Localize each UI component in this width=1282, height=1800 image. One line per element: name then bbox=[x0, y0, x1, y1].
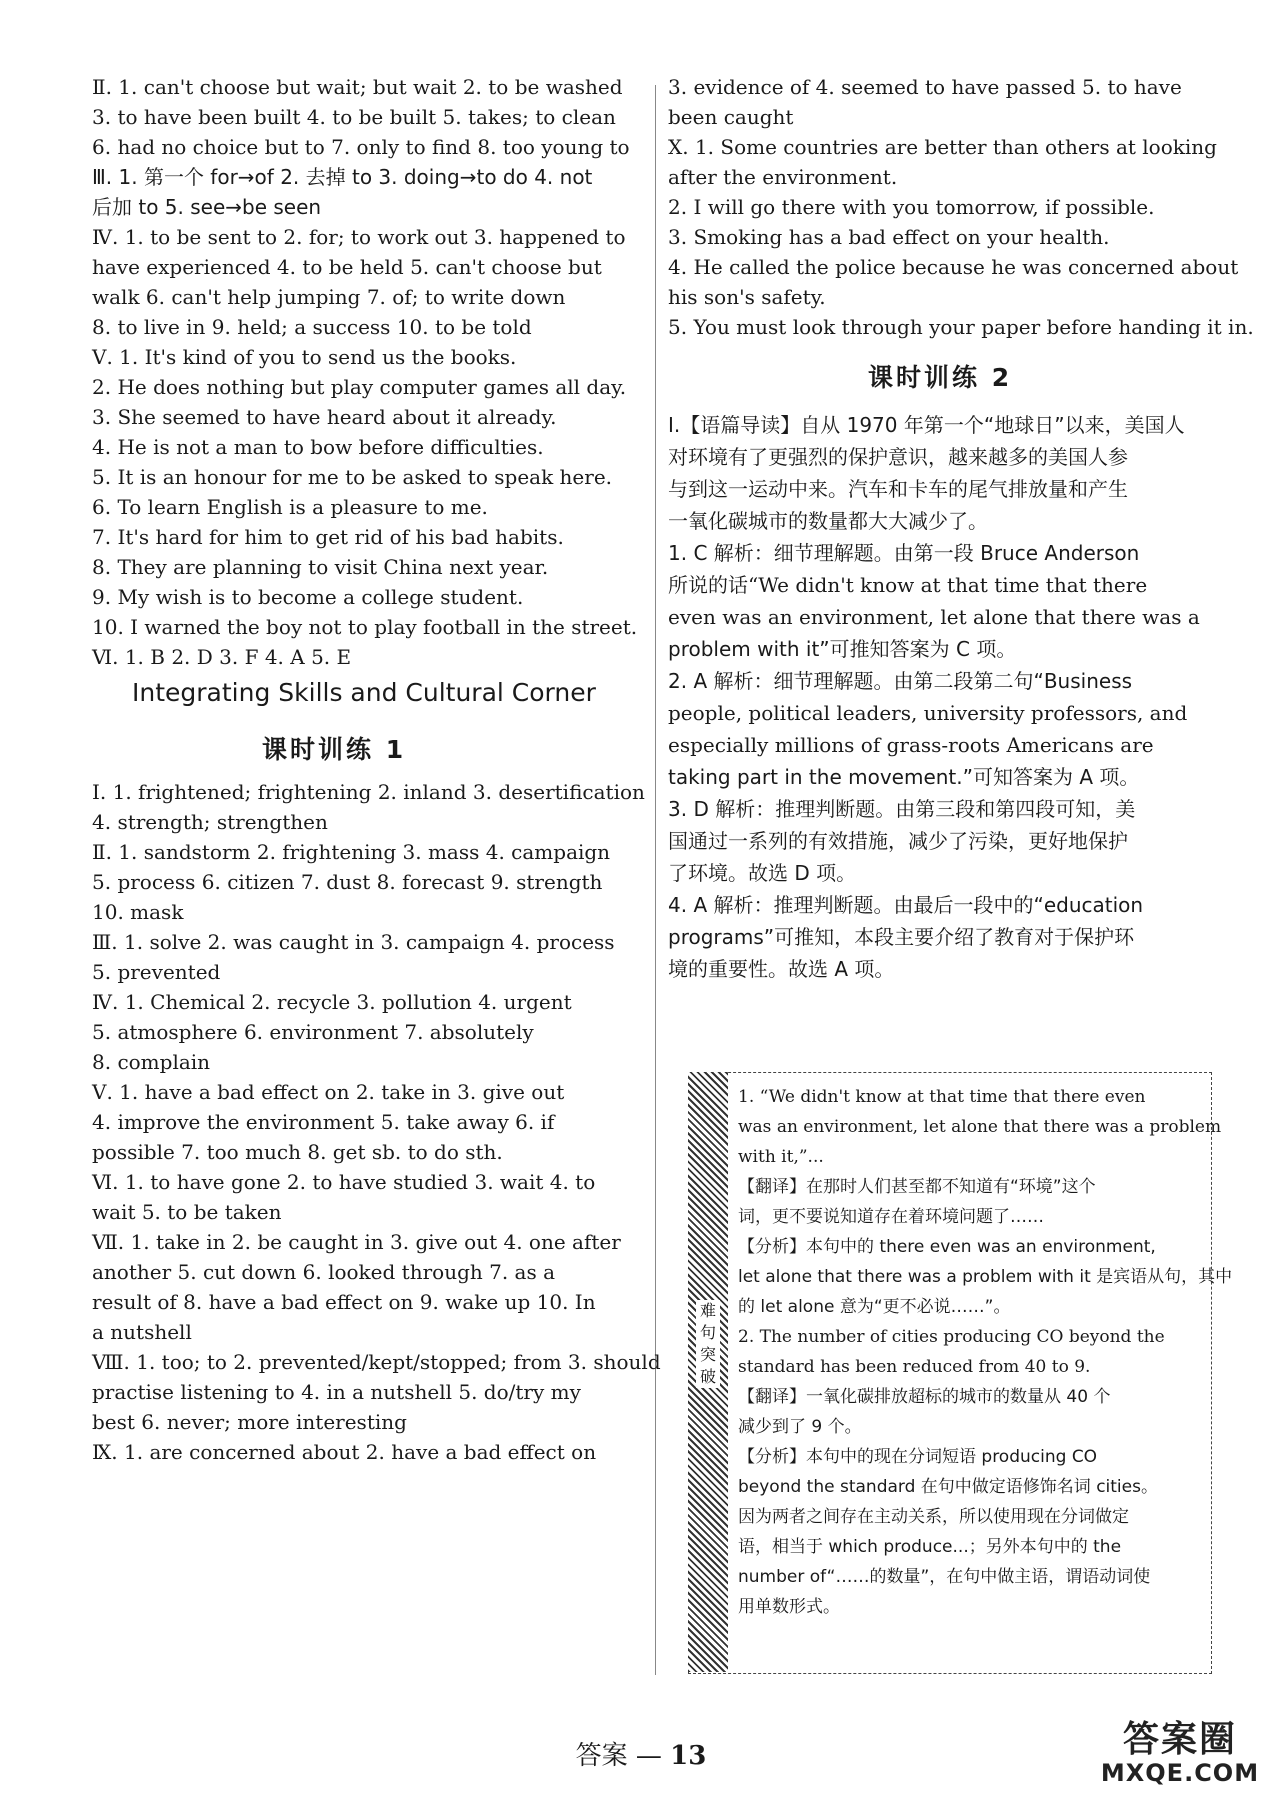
watermark-line2: MXQE.COM bbox=[1100, 1759, 1260, 1787]
answer-line: 3. evidence of 4. seemed to have passed 5. to have bbox=[668, 75, 1182, 99]
column-divider bbox=[655, 85, 656, 1675]
answer-line: 10. I warned the boy not to play football in the street. bbox=[92, 615, 638, 639]
answer-line: been caught bbox=[668, 105, 794, 129]
answer-line: practise listening to 4. in a nutshell 5. do/try my bbox=[92, 1380, 581, 1404]
answer-line: Ⅶ. 1. take in 2. be caught in 3. give out 4. one after bbox=[92, 1230, 621, 1254]
answer-line: even was an environment, let alone that there was a bbox=[668, 605, 1200, 629]
answer-line: Ⅲ. 1. 第一个 for→of 2. 去掉 to 3. doing→to do 4. not bbox=[92, 165, 593, 189]
answer-line: 2. He does nothing but play computer games all day. bbox=[92, 375, 627, 399]
answer-line: Ⅱ. 1. can't choose but wait; but wait 2. to be washed bbox=[92, 75, 623, 99]
answer-line: 一氧化碳城市的数量都大大减少了。 bbox=[668, 509, 988, 533]
answer-line: Ⅰ.【语篇导读】自从 1970 年第一个“地球日”以来，美国人 bbox=[668, 413, 1185, 437]
box-line: standard has been reduced from 40 to 9. bbox=[738, 1357, 1091, 1377]
box-line: was an environment, let alone that there was a problem bbox=[738, 1117, 1222, 1137]
footer-label: 答案 bbox=[575, 1741, 628, 1771]
answer-line: 国通过一系列的有效措施，减少了污染，更好地保护 bbox=[668, 829, 1128, 853]
answer-line: 3. to have been built 4. to be built 5. takes; to clean bbox=[92, 105, 616, 129]
answer-line: 了环境。故选 D 项。 bbox=[668, 861, 857, 885]
answer-line: possible 7. too much 8. get sb. to do sth. bbox=[92, 1140, 503, 1164]
answer-line: 8. complain bbox=[92, 1050, 211, 1074]
box-line: let alone that there was a problem with it 是宾语从句，其中 bbox=[738, 1267, 1233, 1287]
answer-line: 3. Smoking has a bad effect on your health. bbox=[668, 225, 1110, 249]
answer-line: his son's safety. bbox=[668, 285, 826, 309]
answer-line: people, political leaders, university professors, and bbox=[668, 701, 1188, 725]
watermark-logo bbox=[1090, 1720, 1270, 1790]
answer-line: 境的重要性。故选 A 项。 bbox=[668, 957, 895, 981]
answer-line: 10. mask bbox=[92, 900, 184, 924]
answer-line: 4. strength; strengthen bbox=[92, 810, 328, 834]
box-line: 用单数形式。 bbox=[738, 1597, 840, 1617]
answer-line: 6. To learn English is a pleasure to me. bbox=[92, 495, 488, 519]
answer-line: Ⅳ. 1. Chemical 2. recycle 3. pollution 4. urgent bbox=[92, 990, 572, 1014]
answer-line: programs”可推知，本段主要介绍了教育对于保护环 bbox=[668, 925, 1135, 949]
answer-line: result of 8. have a bad effect on 9. wake up 10. In bbox=[92, 1290, 596, 1314]
box-line: 1. “We didn't know at that time that there even bbox=[738, 1087, 1146, 1107]
answer-line: Ⅹ. 1. Some countries are better than others at looking bbox=[668, 135, 1217, 159]
answer-line: Ⅵ. 1. B 2. D 3. F 4. A 5. E bbox=[92, 645, 352, 669]
answer-line: Ⅰ. 1. frightened; frightening 2. inland 3. desertification bbox=[92, 780, 645, 804]
section-title: Integrating Skills and Cultural Corner bbox=[132, 678, 596, 707]
answer-line: 6. had no choice but to 7. only to find 8. too young to bbox=[92, 135, 630, 159]
answer-line: 3. D 解析：推理判断题。由第三段和第四段可知，美 bbox=[668, 797, 1136, 821]
box-label: 难句突破 bbox=[696, 1300, 720, 1388]
answer-line: 8. They are planning to visit China next year. bbox=[92, 555, 549, 579]
answer-line: Ⅴ. 1. have a bad effect on 2. take in 3. give out bbox=[92, 1080, 565, 1104]
box-line: with it,”... bbox=[738, 1147, 824, 1167]
box-line: 【分析】本句中的 there even was an environment, bbox=[738, 1237, 1156, 1257]
answer-line: best 6. never; more interesting bbox=[92, 1410, 407, 1434]
answer-line: another 5. cut down 6. looked through 7. as a bbox=[92, 1260, 556, 1284]
answer-line: Ⅳ. 1. to be sent to 2. for; to work out 3. happened to bbox=[92, 225, 626, 249]
watermark-line1: 答案圈 bbox=[1122, 1719, 1237, 1760]
answer-line: 对环境有了更强烈的保护意识，越来越多的美国人参 bbox=[668, 445, 1128, 469]
box-line: 减少到了 9 个。 bbox=[738, 1417, 862, 1437]
answer-line: wait 5. to be taken bbox=[92, 1200, 282, 1224]
answer-line: 4. He is not a man to bow before difficulties. bbox=[92, 435, 544, 459]
box-line: 【翻译】在那时人们甚至都不知道有“环境”这个 bbox=[738, 1177, 1096, 1197]
lesson-heading-2: 课时训练 2 bbox=[868, 363, 1013, 392]
answer-line: a nutshell bbox=[92, 1320, 192, 1344]
lesson-heading-1: 课时训练 1 bbox=[262, 735, 407, 764]
box-line: 【分析】本句中的现在分词短语 producing CO bbox=[738, 1447, 1098, 1467]
answer-line: walk 6. can't help jumping 7. of; to write down bbox=[92, 285, 566, 309]
answer-line: 2. A 解析：细节理解题。由第二段第二句“Business bbox=[668, 669, 1133, 693]
answer-line: 8. to live in 9. held; a success 10. to be told bbox=[92, 315, 532, 339]
answer-line: Ⅱ. 1. sandstorm 2. frightening 3. mass 4. campaign bbox=[92, 840, 611, 864]
answer-line: taking part in the movement.”可知答案为 A 项。 bbox=[668, 765, 1140, 789]
answer-line: 所说的话“We didn't know at that time that there bbox=[668, 573, 1148, 597]
answer-line: 5. process 6. citizen 7. dust 8. forecast 9. strength bbox=[92, 870, 603, 894]
answer-line: Ⅸ. 1. are concerned about 2. have a bad effect on bbox=[92, 1440, 597, 1464]
answer-line: 5. prevented bbox=[92, 960, 221, 984]
box-line: 语，相当于 which produce...；另外本句中的 the bbox=[738, 1537, 1122, 1557]
answer-line: 7. It's hard for him to get rid of his bad habits. bbox=[92, 525, 564, 549]
answer-line: 4. improve the environment 5. take away 6. if bbox=[92, 1110, 555, 1134]
answer-line: problem with it”可推知答案为 C 项。 bbox=[668, 637, 1017, 661]
answer-line: 1. C 解析：细节理解题。由第一段 Bruce Anderson bbox=[668, 541, 1140, 565]
answer-line: have experienced 4. to be held 5. can't choose but bbox=[92, 255, 602, 279]
answer-line: 9. My wish is to become a college student. bbox=[92, 585, 524, 609]
answer-line: 5. You must look through your paper before handing it in. bbox=[668, 315, 1254, 339]
answer-line: 4. He called the police because he was concerned about bbox=[668, 255, 1239, 279]
answer-line: 2. I will go there with you tomorrow, if possible. bbox=[668, 195, 1155, 219]
box-line: 2. The number of cities producing CO beyond the bbox=[738, 1327, 1165, 1347]
box-line: 【翻译】一氧化碳排放超标的城市的数量从 40 个 bbox=[738, 1387, 1111, 1407]
answer-line: Ⅷ. 1. too; to 2. prevented/kept/stopped; from 3. should bbox=[92, 1350, 661, 1374]
box-line: number of“……的数量”，在句中做主语，谓语动词使 bbox=[738, 1567, 1151, 1587]
answer-line: 4. A 解析：推理判断题。由最后一段中的“education bbox=[668, 893, 1144, 917]
answer-line: after the environment. bbox=[668, 165, 898, 189]
box-line: beyond the standard 在句中做定语修饰名词 cities。 bbox=[738, 1477, 1158, 1497]
answer-line: especially millions of grass-roots Americans are bbox=[668, 733, 1154, 757]
answer-line: 3. She seemed to have heard about it already. bbox=[92, 405, 557, 429]
answer-line: Ⅵ. 1. to have gone 2. to have studied 3. wait 4. to bbox=[92, 1170, 596, 1194]
answer-line: 5. It is an honour for me to be asked to speak here. bbox=[92, 465, 613, 489]
footer-dash: — bbox=[635, 1741, 662, 1771]
answer-line: Ⅴ. 1. It's kind of you to send us the books. bbox=[92, 345, 517, 369]
box-line: 的 let alone 意为“更不必说……”。 bbox=[738, 1297, 1011, 1317]
box-line: 因为两者之间存在主动关系，所以使用现在分词做定 bbox=[738, 1507, 1129, 1527]
answer-line: 5. atmosphere 6. environment 7. absolutely bbox=[92, 1020, 534, 1044]
answer-line: 与到这一运动中来。汽车和卡车的尾气排放量和产生 bbox=[668, 477, 1128, 501]
page-number: 13 bbox=[670, 1741, 707, 1771]
box-line: 词，更不要说知道存在着环境问题了…… bbox=[738, 1207, 1044, 1227]
answer-line: 后加 to 5. see→be seen bbox=[92, 195, 322, 219]
answer-line: Ⅲ. 1. solve 2. was caught in 3. campaign 4. process bbox=[92, 930, 615, 954]
